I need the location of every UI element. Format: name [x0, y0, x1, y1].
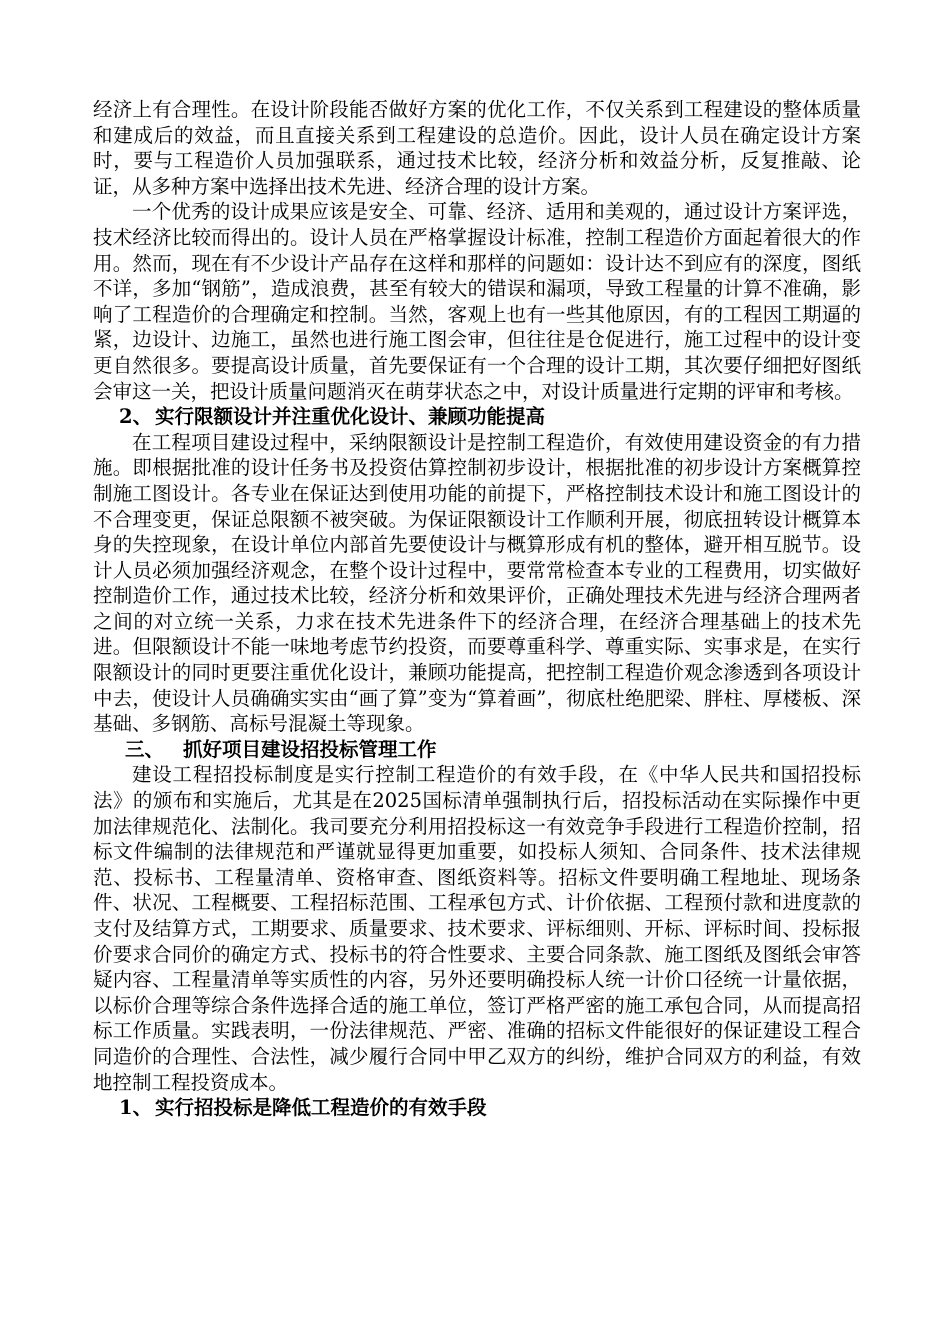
heading-number: 三、: [125, 737, 165, 761]
heading-text: 实行限额设计并注重优化设计、兼顾功能提高: [155, 405, 546, 429]
paragraph-quota-design: 在工程项目建设过程中，采纳限额设计是控制工程造价，有效使用建设资金的有力措施。即根据批准的设计任务书及投资估算控制初步设计，根据批准的初步设计方案概算控制施工图设计。各专业在保证达到使用功能的前提下，严格控制技术设计和施工图设计的不合理变更，保证总限额不被突破。为保证限额设计工作顺利开展，彻底扭转设计概算本身的失控现象，在设计单位内部首先要使设计与概算形成有机的整体，避开相互脱节。设计人员必须加强经济观念，在整个设计过程中，要常常检查本专业的工程费用，切实做好控制造价工作，通过技术比较，经济分析和效果评价，正确处理技术先进与经济合理两者之间的对立统一关系，力求在技术先进条件下的经济合理，在经济合理基础上的技术先进。但限额设计不能一味地考虑节约投资，而要尊重科学、尊重实际、实事求是，在实行限额设计的同时更要注重优化设计，兼顾功能提高，把控制工程造价观念渗透到各项设计中去，使设计人员确确实实由“画了算”变为“算着画”，彻底杜绝肥梁、胖柱、厚楼板、深基础、多钢筋、高标号混凝土等现象。: [93, 430, 861, 736]
heading-bidding-cost-reduction: [93, 1095, 861, 1121]
heading-text: 实行招投标是降低工程造价的有效手段: [155, 1096, 487, 1120]
paragraph-design-optimization: 经济上有合理性。在设计阶段能否做好方案的优化工作，不仅关系到工程建设的整体质量和建成后的效益，而且直接关系到工程建设的总造价。因此，设计人员在确定设计方案时，要与工程造价人员加强联系，通过技术比较，经济分析和效益分析，反复推敲、论证，从多种方案中选择出技术先进、经济合理的设计方案。: [93, 98, 861, 198]
heading-number: 2、: [119, 405, 153, 429]
paragraph-bidding-management: 建设工程招投标制度是实行控制工程造价的有效手段，在《中华人民共和国招投标法》的颁布和实施后，尤其是在2025国标清单强制执行后，招投标活动在实际操作中更加法律规范化、法制化。我司要充分利用招投标这一有效竞争手段进行工程造价控制，招标文件编制的法律规范和严谨就显得更加重要，如投标人须知、合同条件、技术法律规范、投标书、工程量清单、资格审查、图纸资料等。招标文件要明确工程地址、现场条件、状况、工程概要、工程招标范围、工程承包方式、计价依据、工程预付款和进度款的支付及结算方式，工期要求、质量要求、技术要求、评标细则、开标、评标时间、投标报价要求合同价的确定方式、投标书的符合性要求、主要合同条款、施工图纸及图纸会审答疑内容、工程量清单等实质性的内容，另外还要明确投标人统一计价口径统一计量依据，以标价合理等综合条件选择合适的施工单位，签订严格严密的施工承包合同，从而提高招标工作质量。实践表明，一份法律规范、严密、准确的招标文件能很好的保证建设工程合同造价的合理性、合法性，减少履行合同中甲乙双方的纠纷，维护合同双方的利益，有效地控制工程投资成本。: [93, 763, 861, 1094]
heading-text: 抓好项目建设招投标管理工作: [183, 737, 437, 761]
heading-number: 1、: [119, 1096, 153, 1120]
heading-quota-design: [93, 404, 861, 430]
paragraph-design-quality: 一个优秀的设计成果应该是安全、可靠、经济、适用和美观的，通过设计方案评选，技术经济比较而得出的。设计人员在严格掌握设计标准，控制工程造价方面起着很大的作用。然而，现在有不少设计产品存在这样和那样的问题如：设计达不到应有的深度，图纸不详，多加“钢筋”，造成浪费，甚至有较大的错误和漏项，导致工程量的计算不准确，影响了工程造价的合理确定和控制。当然，客观上也有一些其他原因，有的工程因工期逼的紧，边设计、边施工，虽然也进行施工图会审，但往往是仓促进行，施工过程中的设计变更自然很多。要提高设计质量，首先要保证有一个合理的设计工期，其次要仔细把好图纸会审这一关，把设计质量问题消灭在萌芽状态之中，对设计质量进行定期的评审和考核。: [93, 200, 861, 403]
document-page: [93, 97, 861, 1121]
heading-bidding-management: [93, 737, 861, 763]
